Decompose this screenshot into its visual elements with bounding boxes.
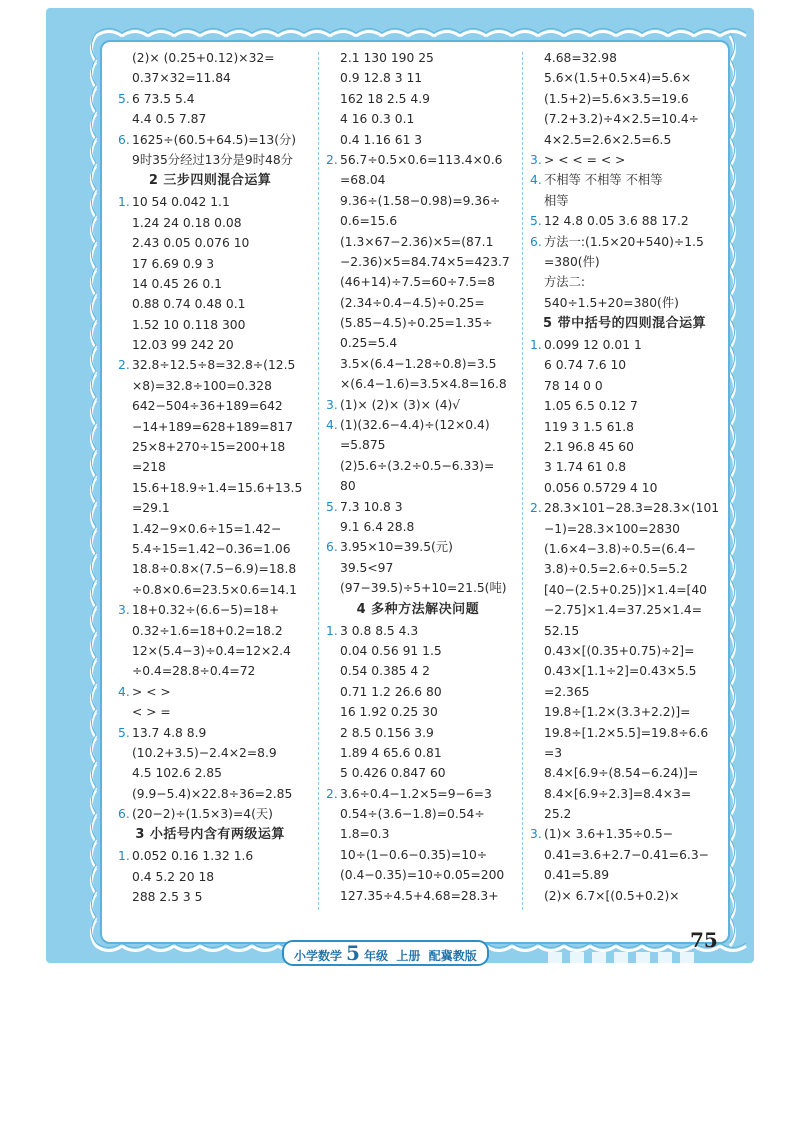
question-number: 3.	[326, 397, 338, 412]
answer-line	[530, 865, 719, 885]
answer-text: 19.8÷[1.2×(3.3+2.2)]=	[544, 705, 691, 720]
answer-text: 12.03 99 242 20	[132, 338, 234, 353]
answer-text: 0.32÷1.6=18+0.2=18.2	[132, 623, 283, 638]
answer-line	[118, 784, 302, 804]
answer-line	[118, 887, 302, 907]
question-number: 2.	[118, 358, 130, 373]
answer-text: 2 8.5 0.156 3.9	[340, 725, 434, 740]
answer-line	[118, 457, 302, 477]
answer-text: 32.8÷12.5÷8=32.8÷(12.5	[132, 358, 296, 373]
answer-text: (20−2)÷(1.5×3)=4(天)	[132, 807, 273, 822]
answer-line	[326, 313, 510, 333]
answer-text: 12 4.8 0.05 3.6 88 17.2	[544, 214, 689, 229]
answer-line	[118, 192, 302, 212]
answer-text: 0.4 1.16 61 3	[340, 132, 423, 147]
answer-line	[326, 191, 510, 211]
answer-line	[326, 150, 510, 170]
answer-line	[118, 294, 302, 314]
answer-line	[326, 865, 510, 885]
answer-line	[530, 580, 719, 600]
answer-line	[530, 600, 719, 620]
question-number: 1.	[326, 623, 338, 638]
answer-line	[118, 867, 302, 887]
stripe-block	[614, 952, 628, 964]
answer-line	[326, 476, 510, 496]
answer-text: 39.5<97	[340, 560, 394, 575]
answer-text: 127.35÷4.5+4.68=28.3+	[340, 888, 499, 903]
answer-line	[530, 109, 719, 129]
question-number: 5.	[118, 725, 130, 740]
answer-line	[326, 130, 510, 150]
question-number: 1.	[530, 338, 542, 353]
answer-text: 1.42−9×0.6÷15=1.42−	[132, 521, 282, 536]
section-heading: 5 带中括号的四则混合运算	[543, 316, 707, 332]
answer-line	[118, 519, 302, 539]
answer-line	[326, 333, 510, 353]
question-number: 6.	[326, 540, 338, 555]
answer-line	[530, 743, 719, 763]
answer-text: 2.43 0.05 0.076 10	[132, 236, 250, 251]
answer-text: (1.5+2)=5.6×3.5=19.6	[544, 91, 689, 106]
answer-text: 0.71 1.2 26.6 80	[340, 684, 442, 699]
answer-text: (7.2+3.2)÷4×2.5=10.4÷	[544, 112, 699, 127]
answer-line	[326, 252, 510, 272]
answer-column-left	[118, 48, 302, 908]
answer-text: 1.52 10 0.118 300	[132, 317, 246, 332]
answer-line	[326, 723, 510, 743]
answer-line	[118, 335, 302, 355]
answer-text: 25.2	[544, 807, 572, 822]
answer-text: 3.95×10=39.5(元)	[340, 540, 453, 555]
answer-text: 3.6÷0.4−1.2×5=9−6=3	[340, 786, 492, 801]
question-number: 5.	[326, 499, 338, 514]
answer-line	[530, 130, 719, 150]
answer-line	[530, 478, 719, 498]
question-number: 3.	[530, 152, 542, 167]
answer-line	[326, 89, 510, 109]
stripe-block	[658, 952, 672, 964]
question-number: 5.	[530, 214, 542, 229]
answer-line	[326, 804, 510, 824]
answer-line	[326, 456, 510, 476]
answer-line	[326, 374, 510, 394]
answer-line	[118, 600, 302, 620]
answer-line	[326, 68, 510, 88]
answer-line	[326, 578, 510, 598]
answer-text: 6 73.5 5.4	[132, 91, 195, 106]
footer-term: 上册	[396, 949, 421, 963]
section-heading: 3 小括号内含有两级运算	[135, 827, 285, 843]
answer-text: 1.8=0.3	[340, 827, 390, 842]
answer-text: 0.4 5.2 20 18	[132, 869, 215, 884]
answer-text: 18+0.32÷(6.6−5)=18+	[132, 603, 280, 618]
answer-line	[326, 272, 510, 292]
answer-text: =2.365	[544, 684, 590, 699]
answer-text: 78 14 0 0	[544, 378, 603, 393]
answer-line	[118, 233, 302, 253]
answer-line	[530, 272, 719, 292]
answer-text: =29.1	[132, 501, 170, 516]
answer-text: 642−504÷36+189=642	[132, 399, 283, 414]
answer-text: 8.4×[6.9÷(8.54−6.24)]=	[544, 766, 699, 781]
answer-text: ÷0.8×0.6=23.5×0.6=14.1	[132, 582, 297, 597]
answer-text: 7.3 10.8 3	[340, 499, 403, 514]
answer-text: 119 3 1.5 61.8	[544, 419, 634, 434]
answer-text: 4 16 0.3 0.1	[340, 112, 415, 127]
answer-line	[326, 824, 510, 844]
answer-text: 4.4 0.5 7.87	[132, 112, 207, 127]
answer-text: > < < = < >	[544, 152, 626, 167]
question-number: 3.	[530, 827, 542, 842]
answer-text: 56.7÷0.5×0.6=113.4×0.6	[340, 152, 503, 167]
answer-line	[118, 580, 302, 600]
answer-line	[326, 48, 510, 68]
answer-line	[118, 641, 302, 661]
answer-line	[530, 252, 719, 272]
answer-line	[326, 558, 510, 578]
answer-line	[530, 89, 719, 109]
question-number: 1.	[118, 849, 130, 864]
answer-line	[326, 886, 510, 906]
footer-grade: 年级	[363, 949, 388, 963]
answer-line	[530, 211, 719, 231]
answer-text: 3.5×(6.4−1.28÷0.8)=3.5	[340, 356, 497, 371]
answer-text: 0.54 0.385 4 2	[340, 664, 430, 679]
answer-text: 5.6×(1.5+0.5×4)=5.6×	[544, 71, 692, 86]
question-number: 6.	[118, 132, 130, 147]
answer-text: > < >	[132, 684, 171, 699]
answer-line	[118, 498, 302, 518]
answer-text: 相等	[544, 193, 569, 208]
answer-line	[530, 784, 719, 804]
answer-text: 16 1.92 0.25 30	[340, 705, 438, 720]
answer-text: ×(6.4−1.6)=3.5×4.8=16.8	[340, 377, 507, 392]
answer-line	[326, 682, 510, 702]
answer-line	[118, 48, 302, 68]
question-number: 1.	[118, 195, 130, 210]
answer-text: 5.4÷15=1.42−0.36=1.06	[132, 541, 291, 556]
answer-line	[118, 376, 302, 396]
answer-text: =380(件)	[544, 254, 600, 269]
question-number: 2.	[530, 501, 542, 516]
answer-text: 0.099 12 0.01 1	[544, 338, 642, 353]
answer-line	[118, 682, 302, 702]
answer-text: 8.4×[6.9÷2.3]=8.4×3=	[544, 786, 692, 801]
answer-line	[530, 417, 719, 437]
answer-text: 方法一:(1.5×20+540)÷1.5	[544, 234, 704, 249]
answer-line	[118, 846, 302, 866]
answer-line	[530, 824, 719, 844]
answer-text: 14 0.45 26 0.1	[132, 276, 222, 291]
answer-text: 0.056 0.5729 4 10	[544, 480, 658, 495]
answer-text: 1.24 24 0.18 0.08	[132, 215, 242, 230]
question-number: 4.	[530, 173, 542, 188]
answer-line	[326, 170, 510, 190]
answer-line	[118, 109, 302, 129]
answer-line	[530, 376, 719, 396]
answer-text: −1)=28.3×100=2830	[544, 521, 680, 536]
answer-line	[118, 478, 302, 498]
answer-text: 10 54 0.042 1.1	[132, 195, 230, 210]
answer-line	[118, 254, 302, 274]
answer-text: (1)× (2)× (3)× (4)√	[340, 397, 461, 412]
answer-line	[530, 682, 719, 702]
answer-line	[118, 274, 302, 294]
answer-text: 288 2.5 3 5	[132, 890, 203, 905]
answer-line	[530, 437, 719, 457]
answer-text: (1)(32.6−4.4)÷(12×0.4)	[340, 418, 490, 433]
answer-line	[326, 743, 510, 763]
answer-line	[530, 723, 719, 743]
answer-line	[118, 396, 302, 416]
answer-line	[118, 68, 302, 88]
answer-line	[326, 621, 510, 641]
answer-line	[530, 559, 719, 579]
answer-line	[326, 354, 510, 374]
answer-text: (10.2+3.5)−2.4×2=8.9	[132, 745, 277, 760]
question-number: 3.	[118, 603, 130, 618]
footer-stripe-decoration	[548, 950, 698, 964]
answer-line	[326, 109, 510, 129]
answer-text: 17 6.69 0.9 3	[132, 256, 215, 271]
answer-line	[118, 661, 302, 681]
answer-text: 18.8÷0.8×(7.5−6.9)=18.8	[132, 562, 297, 577]
question-number: 6.	[118, 807, 130, 822]
answer-line	[326, 661, 510, 681]
answer-line	[118, 539, 302, 559]
answer-text: =5.875	[340, 438, 386, 453]
answer-line	[530, 661, 719, 681]
answer-text: 540÷1.5+20=380(件)	[544, 295, 679, 310]
answer-text: −2.36)×5=84.74×5=423.7	[340, 254, 510, 269]
answer-line	[530, 457, 719, 477]
answer-text: 0.41=3.6+2.7−0.41=6.3−	[544, 847, 709, 862]
answer-line	[530, 621, 719, 641]
answer-text: −14+189=628+189=817	[132, 419, 294, 434]
answer-line	[530, 539, 719, 559]
answer-text: (1)× 3.6+1.35÷0.5−	[544, 827, 674, 842]
answer-text: 2.1 130 190 25	[340, 51, 434, 65]
answer-line	[530, 886, 719, 906]
answer-text: (97−39.5)÷5+10=21.5(吨)	[340, 581, 507, 596]
answer-text: 3 0.8 8.5 4.3	[340, 623, 419, 638]
answer-text: 1625÷(60.5+64.5)=13(分)	[132, 132, 297, 147]
question-number: 4.	[118, 684, 130, 699]
answer-column-middle	[326, 48, 510, 906]
answer-line	[326, 845, 510, 865]
answer-text: =3	[544, 745, 563, 760]
answer-text: (0.4−0.35)=10÷0.05=200	[340, 868, 505, 883]
answer-text: 19.8÷[1.2×5.5]=19.8÷6.6	[544, 725, 709, 740]
answer-text: 0.9 12.8 3 11	[340, 71, 423, 86]
answer-text: 方法二:	[544, 275, 586, 290]
answer-text: 5 0.426 0.847 60	[340, 766, 446, 781]
answer-line	[326, 293, 510, 313]
answer-text: 162 18 2.5 4.9	[340, 91, 430, 106]
column-divider	[522, 52, 523, 910]
answer-line	[118, 89, 302, 109]
answer-line	[530, 48, 719, 68]
answer-text: (1.6×4−3.8)÷0.5=(6.4−	[544, 541, 696, 556]
answer-text: −2.75]×1.4=37.25×1.4=	[544, 603, 703, 618]
answer-text: 6 0.74 7.6 10	[544, 358, 627, 373]
answer-line	[530, 68, 719, 88]
section-heading: 4 多种方法解决问题	[356, 601, 480, 617]
answer-text: ÷0.4=28.8÷0.4=72	[132, 664, 256, 679]
answer-text: [40−(2.5+0.25)]×1.4=[40	[544, 582, 707, 597]
answer-line	[530, 763, 719, 783]
answer-text: 3.8)÷0.5=2.6÷0.5=5.2	[544, 562, 688, 577]
answer-text: (2)× 6.7×[(0.5+0.2)×	[544, 888, 680, 903]
answer-line	[118, 150, 302, 170]
stripe-block	[680, 952, 694, 964]
answer-line	[326, 497, 510, 517]
answer-text: 不相等 不相等 不相等	[544, 173, 663, 188]
answer-text: 10÷(1−0.6−0.35)=10÷	[340, 847, 488, 862]
stripe-block	[570, 952, 584, 964]
answer-line	[118, 621, 302, 641]
question-number: 6.	[530, 234, 542, 249]
answer-line	[326, 517, 510, 537]
answer-text: 0.54÷(3.6−1.8)=0.54÷	[340, 807, 485, 822]
answer-text: 25×8+270÷15=200+18	[132, 440, 286, 455]
answer-text: 4.68=32.98	[544, 51, 617, 65]
answer-text: 15.6+18.9÷1.4=15.6+13.5	[132, 480, 303, 495]
answer-line	[326, 211, 510, 231]
answer-text: 13.7 4.8 8.9	[132, 725, 207, 740]
answer-text: < > =	[132, 705, 171, 720]
answer-text: 0.88 0.74 0.48 0.1	[132, 297, 246, 312]
footer-edition: 配冀教版	[428, 949, 477, 963]
answer-text: 1.05 6.5 0.12 7	[544, 399, 638, 414]
answer-line	[530, 641, 719, 661]
answer-line	[530, 804, 719, 824]
answer-line	[118, 723, 302, 743]
footer-subject: 小学数学	[294, 949, 343, 963]
answer-line	[118, 702, 302, 722]
answer-line	[530, 232, 719, 252]
answer-text: 80	[340, 479, 356, 494]
question-number: 4.	[326, 418, 338, 433]
answer-text: =68.04	[340, 173, 386, 188]
answer-line	[118, 355, 302, 375]
answer-text: 4.5 102.6 2.85	[132, 766, 222, 781]
question-number: 5.	[118, 91, 130, 106]
answer-line	[530, 498, 719, 518]
answer-text: 52.15	[544, 623, 580, 638]
answer-text: 12×(5.4−3)÷0.4=12×2.4	[132, 643, 291, 658]
answer-text: (2.34÷0.4−4.5)÷0.25=	[340, 295, 485, 310]
answer-line	[326, 435, 510, 455]
answer-text: 0.04 0.56 91 1.5	[340, 643, 442, 658]
answer-line	[530, 355, 719, 375]
column-divider	[318, 52, 319, 910]
answer-line	[118, 315, 302, 335]
answer-text: 2.1 96.8 45 60	[544, 440, 634, 455]
answer-text: 1.89 4 65.6 0.81	[340, 745, 442, 760]
answer-text: 0.25=5.4	[340, 336, 398, 351]
answer-text: 28.3×101−28.3=28.3×(101	[544, 501, 720, 516]
answer-line	[118, 804, 302, 824]
answer-text: (2)× (0.25+0.12)×32=	[132, 51, 275, 65]
answer-line	[118, 213, 302, 233]
answer-line	[530, 845, 719, 865]
book-footer-label	[282, 940, 489, 966]
answer-line	[530, 519, 719, 539]
stripe-block	[548, 952, 562, 964]
answer-text: 0.43×[1.1÷2]=0.43×5.5	[544, 664, 697, 679]
answer-line	[530, 150, 719, 170]
answer-line	[326, 232, 510, 252]
answer-line	[530, 702, 719, 722]
section-heading: 2 三步四则混合运算	[148, 173, 272, 189]
answer-line	[326, 395, 510, 415]
footer-grade-number: 5	[346, 941, 360, 965]
stripe-block	[592, 952, 606, 964]
answer-text: =218	[132, 460, 166, 475]
answer-line	[326, 415, 510, 435]
answer-line	[118, 417, 302, 437]
answer-line	[118, 743, 302, 763]
page-number: 75	[690, 928, 718, 952]
answer-line	[326, 763, 510, 783]
answer-line	[118, 559, 302, 579]
answer-text: (1.3×67−2.36)×5=(87.1	[340, 234, 494, 249]
answer-text: 0.37×32=11.84	[132, 71, 231, 86]
answer-text: 4×2.5=2.6×2.5=6.5	[544, 132, 672, 147]
answer-text: 9.36÷(1.58−0.98)=9.36÷	[340, 193, 501, 208]
answer-line	[530, 335, 719, 355]
answer-text: 9时35分经过13分是9时48分	[132, 152, 293, 167]
answer-line	[530, 293, 719, 313]
answer-text: 9.1 6.4 28.8	[340, 519, 415, 534]
answer-text: 0.41=5.89	[544, 868, 610, 883]
answer-line	[118, 437, 302, 457]
stripe-block	[636, 952, 650, 964]
answer-text: 0.052 0.16 1.32 1.6	[132, 849, 254, 864]
answer-text: (2)5.6÷(3.2÷0.5−6.33)=	[340, 458, 495, 473]
answer-text: (5.85−4.5)÷0.25=1.35÷	[340, 316, 493, 331]
question-number: 2.	[326, 152, 338, 167]
answer-text: 0.43×[(0.35+0.75)÷2]=	[544, 643, 695, 658]
answer-line	[530, 170, 719, 190]
answer-text: (9.9−5.4)×22.8÷36=2.85	[132, 786, 293, 801]
answer-column-right	[530, 48, 719, 906]
answer-line	[326, 784, 510, 804]
answer-line	[530, 396, 719, 416]
question-number: 2.	[326, 786, 338, 801]
answer-line	[118, 130, 302, 150]
answer-text: 0.6=15.6	[340, 214, 398, 229]
answer-line	[118, 763, 302, 783]
answer-line	[326, 537, 510, 557]
answer-line	[326, 641, 510, 661]
answer-text: ×8)=32.8÷100=0.328	[132, 378, 272, 393]
answer-text: (46+14)÷7.5=60÷7.5=8	[340, 275, 495, 290]
answer-line	[530, 191, 719, 211]
answer-line	[326, 702, 510, 722]
answer-text: 3 1.74 61 0.8	[544, 460, 627, 475]
